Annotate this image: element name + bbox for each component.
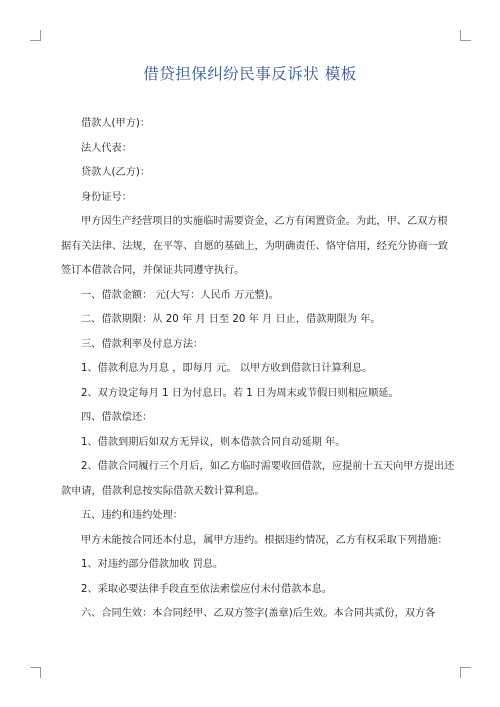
crop-mark-top-left [30,30,41,41]
clause-3-item-1: 1、借款利息为月息 ，即每月 元。 以甲方收到借款日计算利息。 [81,363,373,374]
clause-5-item-2: 2、采取必要法律手段直至依法索偿应付未付借款本息。 [81,583,332,595]
crop-mark-top-right [460,30,471,41]
clause-6-effective: 六、合同生效：本合同经甲、乙双方签字(盖章)后生效。本合同共贰份，双方各 [81,608,436,619]
clause-3-item-2: 2、双方设定每月 1 日为付息日。若 1 日为周末或节假日则相应顺延。 [81,387,399,399]
clause-3-heading: 三、借款利率及付息方法： [81,338,204,350]
borrower-line: 借款人(甲方)： [81,118,151,129]
lender-line: 贷款人(乙方)： [81,167,151,178]
clause-4-item-1: 1、借款到期后如双方无异议，则本借款合同自动延期 年。 [81,436,346,448]
crop-mark-bottom-left [30,667,41,678]
clause-1-amount: 一、借款金额： 元(大写：人民币 万元整)。 [81,289,279,301]
clause-4-heading: 四、借款偿还： [81,412,153,423]
document-title: 借贷担保纠纷民事反诉状 模板 [143,65,357,83]
clause-2-term: 二、借款期限：从 20 年 月 日至 20 年 月 日止，借款期限为 年。 [81,314,381,325]
clause-4-item-2: 2、借款合同履行三个月后，如乙方临时需要收回借款，应提前十五天向甲方提出还款申请，借款利息按实际借款天数计算利息。 [61,461,455,497]
legal-rep-line: 法人代表： [81,142,132,154]
preamble-paragraph: 甲方因生产经营项目的实施临时需要资金，乙方有闲置资金。为此，甲、乙双方根据有关法律、法规，在平等、自愿的基础上，为明确责任、恪守信用，经充分协商一致签订本借款合同，并保证共同遵守执行。 [61,216,449,276]
crop-mark-bottom-right [460,667,471,678]
clause-5-item-1: 1、对违约部分借款加收 罚息。 [81,559,224,570]
clause-5-heading: 五、违约和违约处理： [81,510,183,521]
clause-5-intro: 甲方未能按合同还本付息，属甲方违约。根据违约情况，乙方有权采取下列措施： [81,534,448,546]
id-number-line: 身份证号： [81,191,132,203]
document-body [61,112,456,627]
